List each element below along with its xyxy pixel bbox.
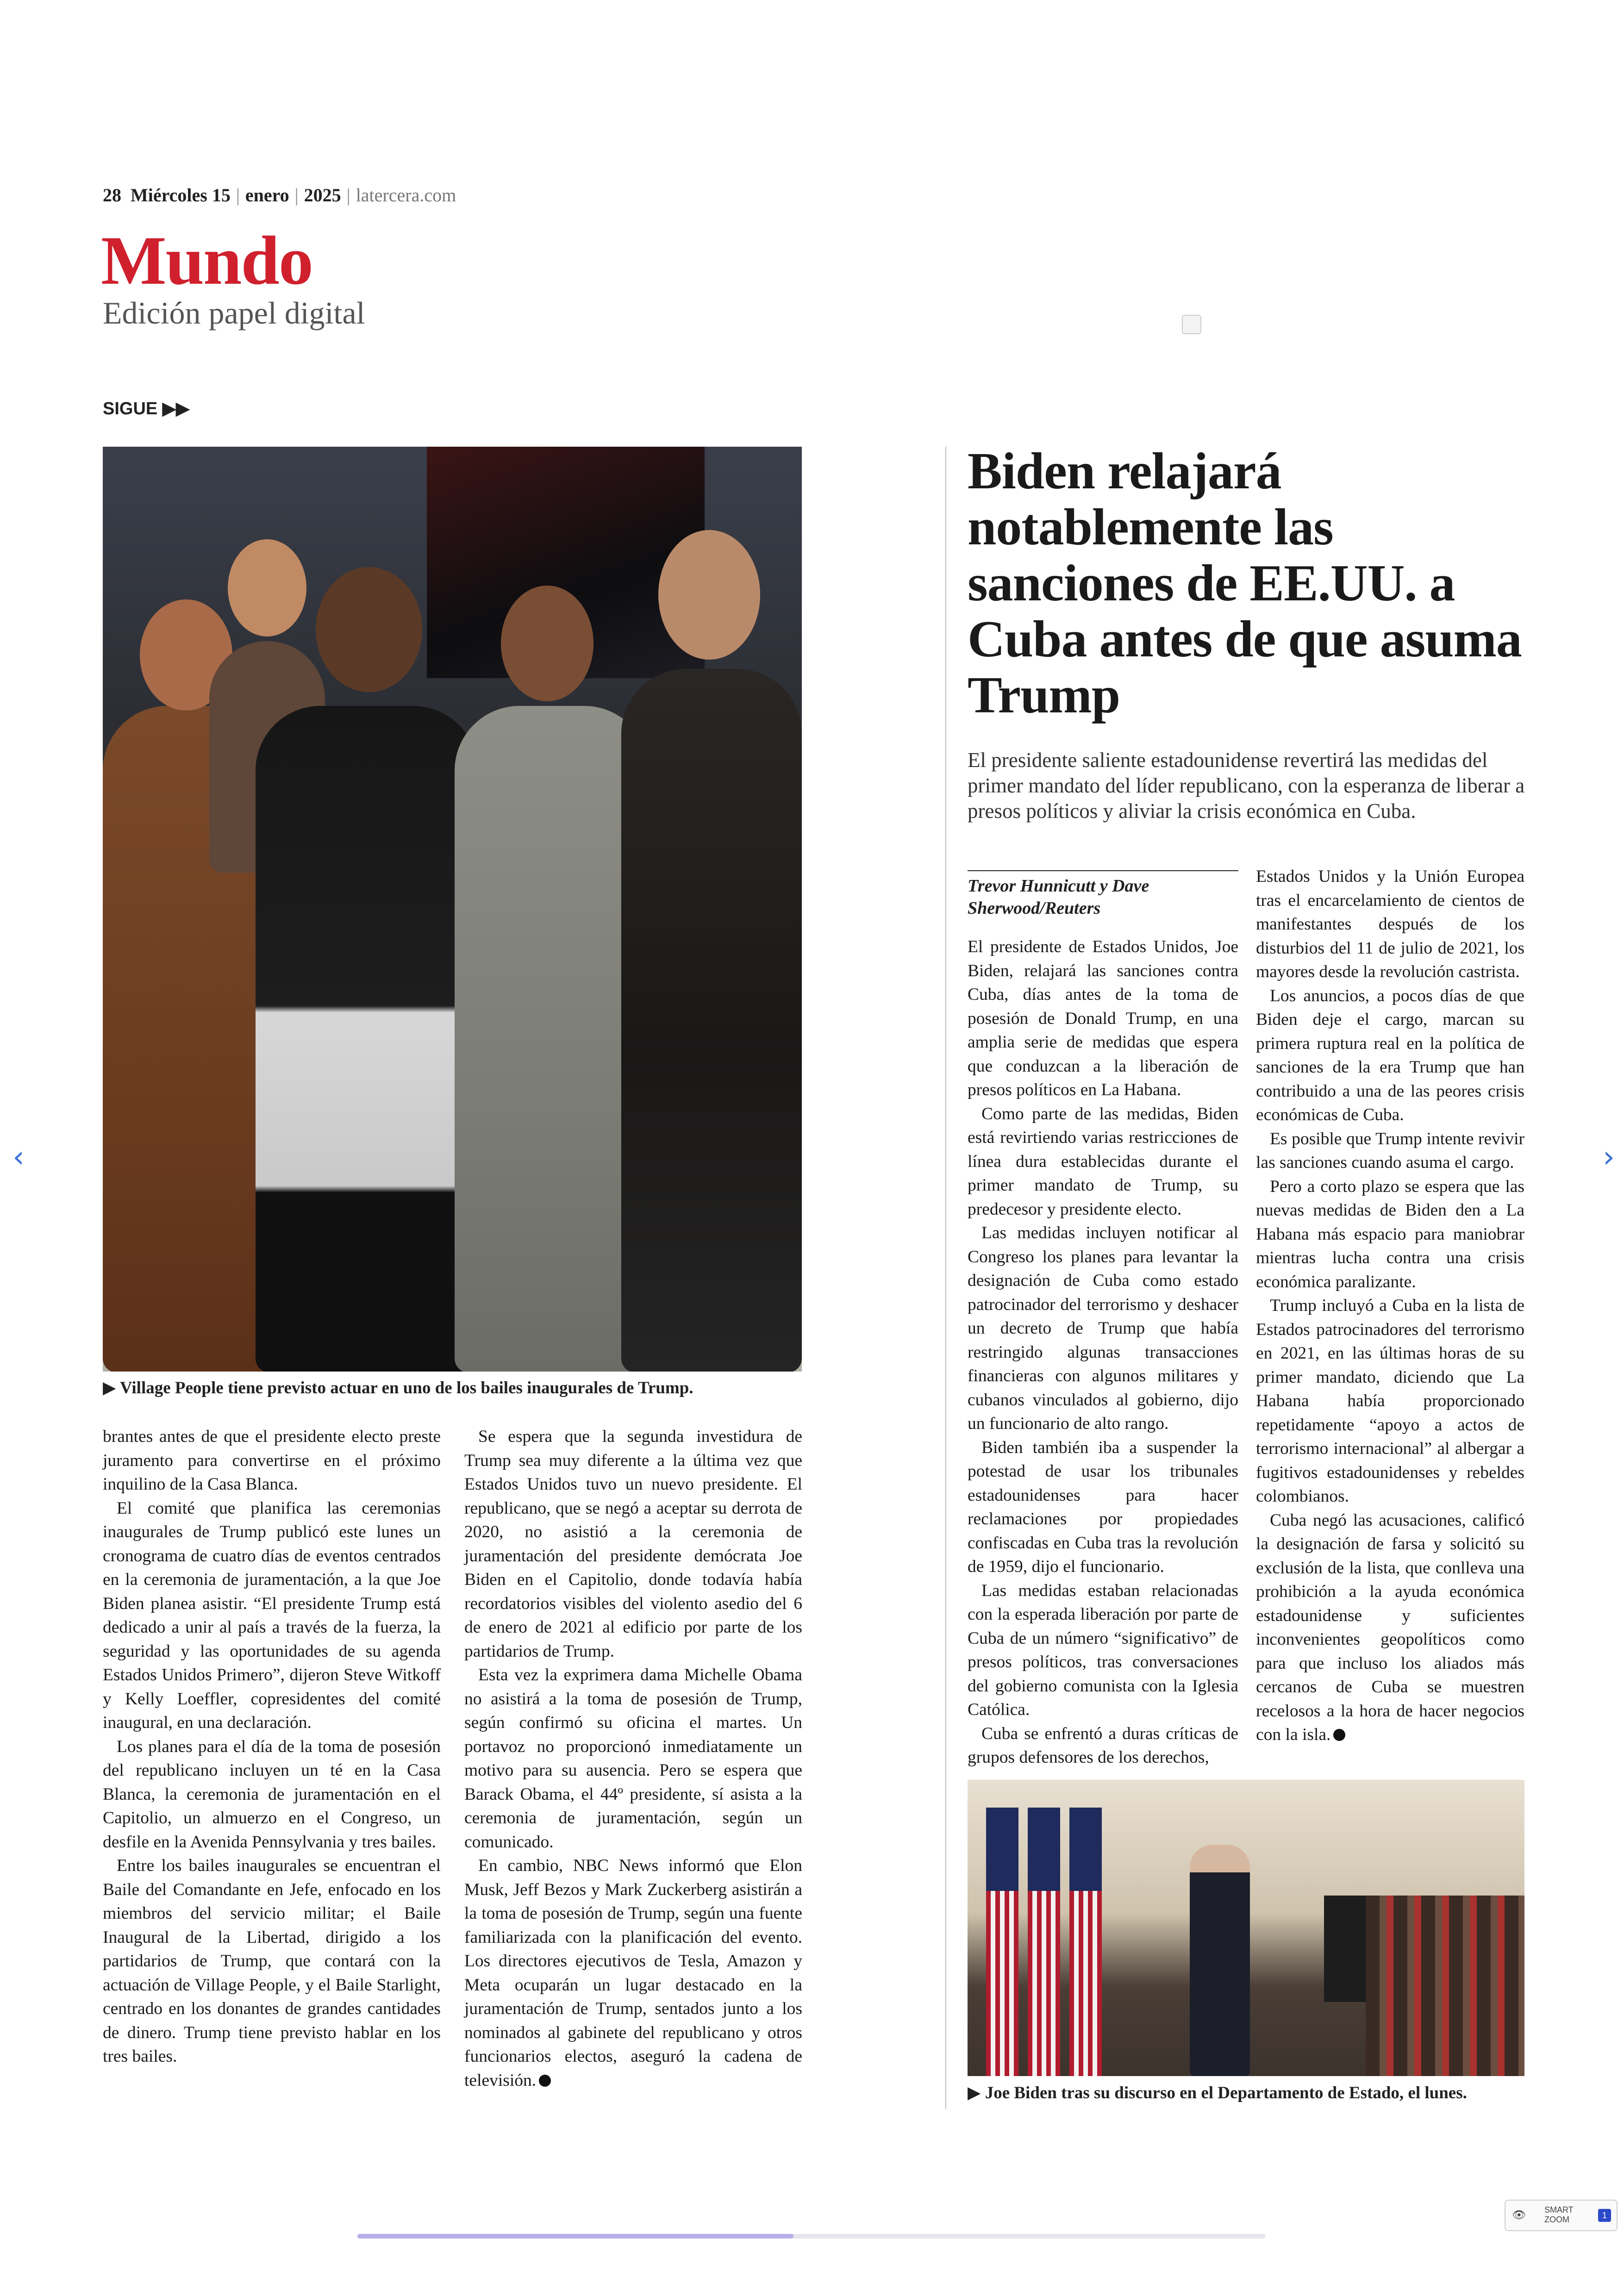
figure-cop — [256, 706, 478, 1372]
paragraph: Trump incluyó a Cuba en la lista de Estados patrocinadores del terrorismo en 2021, en las últimas horas de su primer mandato, diciendo que La Habana había proporcionado repetidamente “apoyo a actos de terrorismo internacional” al albergar a fugitivos estadounidenses y rebeldes colombianos. — [1256, 1296, 1524, 1506]
reading-progress-bar[interactable] — [357, 2234, 1266, 2239]
paragraph: Los planes para el día de la toma de posesión del republicano incluyen un té en la Casa Blanca, la ceremonia de juramentación en el Capitolio, un almuerzo en el Congreso, un desfile en la Avenida Pennsylvania y tres bailes. — [103, 1737, 441, 1852]
main-headline: Biden relajará notablemente las sanciones de EE.UU. a Cuba antes de que asuma Trump — [968, 443, 1522, 724]
figure-soldier-head — [501, 586, 593, 701]
continued-marker: SIGUE ▶▶ — [103, 399, 190, 418]
article-column-b — [464, 1425, 802, 2092]
paragraph: Pero a corto plazo se espera que las nuevas medidas de Biden den a La Habana más espacio para maniobrar mientras lucha contra una crisis económica paralizante. — [1256, 1177, 1524, 1291]
figure-biker-head — [658, 530, 760, 660]
flag — [986, 1808, 1018, 2076]
article-column-a — [103, 1425, 441, 2069]
photo-caption-biden: ▶ Joe Biden tras su discurso en el Departamento de Estado, el lunes. — [968, 2083, 1467, 2102]
paragraph: Biden también iba a suspender la potestad de usar los tribunales estadounidenses para hacer reclamaciones por propiedades confiscadas en Cuba tras la revolución de 1959, dijo el funcionario. — [968, 1438, 1238, 1576]
main-deck: El presidente saliente estadounidense revertirá las medidas del primer mandato del líder republicano, con la esperanza de liberar a presos políticos y aliviar la crisis económica en Cuba. — [968, 748, 1525, 823]
article-column-c — [968, 935, 1238, 1770]
smart-zoom-label: SMART ZOOM — [1544, 2205, 1574, 2224]
year: 2025 — [304, 185, 341, 206]
column-divider — [945, 447, 946, 2109]
photo-caption-village-people: ▶ Village People tiene previsto actuar en uno de los bailes inaugurales de Trump. — [103, 1378, 693, 1397]
paragraph: Cuba negó las acusaciones, calificó la designación de farsa y solicitó su exclusión de la lista, que conlleva una prohibición a la ayuda económica estadounidense y suficientes inconvenientes geopolíticos como para que incluso los aliados más cercanos de Cuba se muestren recelosos a la hora de hacer negocios con la isla. — [1256, 1510, 1524, 1744]
paragraph: Los anuncios, a pocos días de que Biden deje el cargo, marcan su primera ruptura real en la política de sanciones de la era Trump que han contribuido a una de las peores crisis económicas de Cuba. — [1256, 986, 1524, 1124]
smart-zoom-badge: 1 — [1598, 2209, 1611, 2222]
figure-cop-head — [316, 567, 422, 692]
site-name: latercera.com — [356, 185, 456, 206]
smart-zoom-button[interactable] — [1505, 2200, 1618, 2231]
byline: Trevor Hunnicutt y Dave Sherwood/Reuters — [968, 876, 1149, 918]
end-mark — [1333, 1729, 1345, 1741]
paragraph: brantes antes de que el presidente electo preste juramento para convertirse en el próximo inquilino de la Casa Blanca. — [103, 1427, 441, 1494]
figure-biker — [621, 669, 802, 1372]
article-column-d — [1256, 865, 1524, 1747]
paragraph: Cuba se enfrentó a duras críticas de grupos defensores de los derechos, — [968, 1724, 1238, 1767]
chevron-left-icon[interactable]: ‹ — [12, 1140, 25, 1174]
speaker-figure — [1190, 1845, 1250, 2076]
chevron-right-icon[interactable]: › — [1603, 1140, 1615, 1174]
month: enero — [245, 185, 289, 206]
paragraph: Estados Unidos y la Unión Europea tras el encarcelamiento de cientos de manifestantes después de los disturbios del 11 de julio de 2021, los mayores desde la revolución castrista. — [1256, 867, 1524, 981]
byline-box — [968, 870, 1238, 919]
paragraph: Esta vez la exprimera dama Michelle Obama no asistirá a la toma de posesión de Trump, según confirmó su oficina el martes. Un portavoz no proporcionó inmediatamente un motivo para su ausencia. Pero se espera que Barack Obama, el 44º presidente, sí asista a la ceremonia de juramentación, según un comunicado. — [464, 1665, 802, 1852]
figure-cowboy-head — [228, 539, 306, 636]
paragraph: El presidente de Estados Unidos, Joe Biden, relajará las sanciones contra Cuba, días antes de la toma de posesión de Donald Trump, en una amplia serie de medidas que espera que conduzcan a la liberación de presos políticos en La Habana. — [968, 937, 1238, 1099]
section-subtitle: Edición papel digital — [103, 295, 365, 331]
paragraph: Como parte de las medidas, Biden está revirtiendo varias restricciones de línea dura establecidas durante el primer mandato de Trump, su predecesor y presidente electo. — [968, 1104, 1238, 1219]
audience — [1366, 1896, 1524, 2076]
paragraph: Las medidas incluyen notificar al Congreso los planes para levantar la designación de Cuba como estado patrocinador del terrorismo y deshacer un decreto de Trump que había restringido algunas transacciones financieras con algunos militares y cubanos vinculados al gobierno, dijo un funcionario de alto rango. — [968, 1223, 1238, 1433]
paragraph: En cambio, NBC News informó que Elon Musk, Jeff Bezos y Mark Zuckerberg asistirán a la toma de posesión de Trump, según una fuente familiarizada con la planificación del evento. Los directores ejecutivos de Tesla, Amazon y Meta ocuparán un lugar destacado en la juramentación de Trump, sentados junto a los nominados al gabinete del republicano y otros funcionarios electos, aseguró la cadena de televisión. — [464, 1856, 802, 2090]
lectern — [1324, 1896, 1366, 2002]
paragraph: Es posible que Trump intente revivir las sanciones cuando asuma el cargo. — [1256, 1129, 1524, 1172]
village-people-photo — [103, 447, 802, 1372]
page-number: 28 — [103, 185, 121, 206]
flag — [1028, 1808, 1060, 2076]
folio-line: 28 Miércoles 15 | enero | 2025 | latercera.com — [103, 185, 456, 206]
eye-icon: 👁 — [1512, 2209, 1526, 2221]
paragraph: Entre los bailes inaugurales se encuentran el Baile del Comandante en Jefe, enfocado en los miembros del servicio militar; el Baile Inaugural de la Libertad, dirigido a los partidarios de Trump, que contará con la actuación de Village People, y el Baile Starlight, centrado en los donantes de grandes cantidades de dinero. Trump tiene previsto hablar en los tres bailes. — [103, 1856, 441, 2066]
paragraph: El comité que planifica las ceremonias inaugurales de Trump publicó este lunes un cronograma de cuatro días de eventos centrados en la ceremonia de juramentación, a la que Joe Biden planea asistir. “El presidente Trump está dedicado a unir al país a través de la fuerza, la seguridad y las oportunidades de su agenda Estados Unidos Primero”, dijeron Steve Witkoff y Kelly Loeffler, copresidentes del comité inaugural, en una declaración. — [103, 1498, 441, 1732]
page-marker-icon[interactable] — [1182, 315, 1201, 334]
figure-soldier — [455, 706, 649, 1372]
biden-photo — [968, 1780, 1524, 2076]
weekday-day: Miércoles 15 — [131, 185, 231, 206]
paragraph: Se espera que la segunda investidura de Trump sea muy diferente a la última vez que Estados Unidos tuvo un nuevo presidente. El republicano, que se negó a aceptar su derrota de 2020, no asistió a la ceremonia de juramentación del presidente demócrata Joe Biden en el Capitolio, donde todavía había recordatorios visibles del violento asedio del 6 de enero de 2021 al edificio por parte de los partidarios de Trump. — [464, 1427, 802, 1661]
paragraph: Las medidas estaban relacionadas con la esperada liberación por parte de Cuba de un número “significativo” de presos políticos, tras conversaciones del gobierno comunista con la Iglesia Católica. — [968, 1581, 1238, 1719]
end-mark — [539, 2075, 551, 2087]
flag — [1069, 1808, 1102, 2076]
section-title: Mundo — [101, 222, 312, 299]
reading-progress-fill — [357, 2234, 793, 2239]
